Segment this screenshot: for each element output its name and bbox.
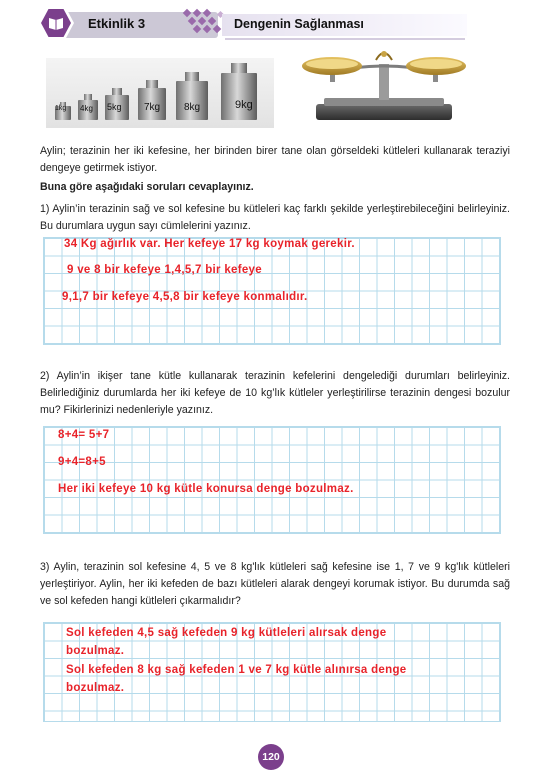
question-2-text: 2) Aylin’in ikişer tane kütle kullanarak terazinin kefelerini dengelediği durumları belirleyiniz. Belirlediğiniz durumlarda her iki kefeye de 10 kg’lık kütleler yerleştirilirse terazinin dengesi bozulur mu? Fikirlerinizi nedenleriyle yazınız. xyxy=(40,370,510,416)
weight-label-5kg: 5kg xyxy=(107,102,122,112)
weight-label-4kg: 4kg xyxy=(80,104,93,113)
weights-set-icon xyxy=(46,58,274,128)
answer-grid-2 xyxy=(43,426,501,534)
question-3-text: 3) Aylin, terazinin sol kefesine 4, 5 ve 8 kg'lık kütleleri sağ kefesine ise 1, 7 ve 9 kg'lık kütleleri yerleştiriyor. Aylin, her iki kefeden de bazı kütleleri alarak dengeyi korumak istiyor. Bu durumda sağ ve sol kefeden hangi kütleleri çıkarmalıdır? xyxy=(40,561,510,607)
answer-3-line-3: Sol kefeden 8 kg sağ kefeden 1 ve 7 kg kütle alınırsa denge xyxy=(66,664,407,676)
page-title: Dengenin Sağlanması xyxy=(234,17,364,31)
weight-label-1kg: 1kg xyxy=(55,105,67,112)
intro-text: Aylin; terazinin her iki kefesine, her birinden birer tane olan görseldeki kütleleri kullanarak teraziyi dengeye getirmek istiyor. xyxy=(40,145,510,174)
book-icon xyxy=(47,14,65,32)
answer-3-line-1: Sol kefeden 4,5 sağ kefeden 9 kg kütleleri alırsak denge xyxy=(66,627,387,639)
weight-label-8kg: 8kg xyxy=(184,102,201,113)
answer-1-line-2: 9 ve 8 bir kefeye 1,4,5,7 bir kefeye xyxy=(67,264,262,276)
activity-label: Etkinlik 3 xyxy=(88,16,146,31)
balance-scale-icon xyxy=(300,46,468,124)
question-1-text: 1) Aylin’in terazinin sağ ve sol kefesine bu kütleleri kaç farklı şekilde yerleştirebileceğini belirleyiniz. Bu durumlara uygun sayı cümlelerini yazınız. xyxy=(40,203,510,232)
weight-label-7kg: 7kg xyxy=(144,102,161,113)
page-number: 120 xyxy=(258,744,284,770)
title-underline xyxy=(225,38,465,40)
answer-3-line-2: bozulmaz. xyxy=(66,645,125,657)
weight-label-9kg: 9kg xyxy=(235,99,253,111)
answer-1-line-1: 34 Kg ağırlık var. Her kefeye 17 kg koymak gerekir. xyxy=(64,238,355,250)
answer-2-line-1: 8+4= 5+7 xyxy=(58,429,110,441)
answer-1-line-3: 9,1,7 bir kefeye 4,5,8 bir kefeye konmalıdır. xyxy=(62,291,308,303)
instruction-text: Buna göre aşağıdaki soruları cevaplayınız. xyxy=(40,181,254,193)
answer-2-line-2: 9+4=8+5 xyxy=(58,456,106,468)
answer-2-line-3: Her iki kefeye 10 kg kütle konursa denge bozulmaz. xyxy=(58,483,354,495)
answer-3-line-4: bozulmaz. xyxy=(66,682,125,694)
